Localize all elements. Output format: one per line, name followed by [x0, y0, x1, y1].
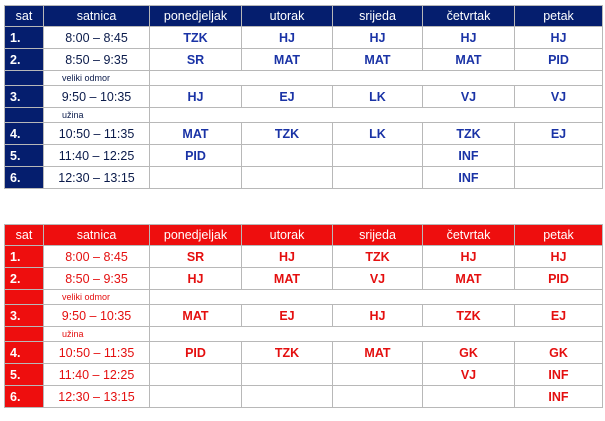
- timetable-blue: [4, 5, 603, 189]
- subject-srijeda: HJ: [333, 305, 423, 327]
- subject-ponedjeljak: SR: [150, 246, 242, 268]
- break-fill: [150, 71, 603, 86]
- break-spacer: [5, 71, 44, 86]
- lesson-number: 2.: [5, 49, 44, 71]
- lesson-number: 2.: [5, 268, 44, 290]
- subject-petak: EJ: [515, 305, 603, 327]
- lesson-row: [5, 364, 603, 386]
- subject-cetvrtak: [423, 386, 515, 408]
- lesson-time: 11:40 – 12:25: [44, 145, 150, 167]
- lesson-time: 11:40 – 12:25: [44, 364, 150, 386]
- subject-srijeda: LK: [333, 86, 423, 108]
- header-cetvrtak: četvrtak: [423, 225, 515, 246]
- subject-cetvrtak: GK: [423, 342, 515, 364]
- subject-utorak: [242, 167, 333, 189]
- subject-cetvrtak: HJ: [423, 27, 515, 49]
- lesson-number: 1.: [5, 27, 44, 49]
- lesson-number: 6.: [5, 386, 44, 408]
- subject-ponedjeljak: TZK: [150, 27, 242, 49]
- lesson-time: 8:50 – 9:35: [44, 49, 150, 71]
- header-srijeda: srijeda: [333, 225, 423, 246]
- subject-petak: [515, 145, 603, 167]
- lesson-number: 6.: [5, 167, 44, 189]
- lesson-time: 9:50 – 10:35: [44, 86, 150, 108]
- subject-cetvrtak: INF: [423, 145, 515, 167]
- subject-ponedjeljak: [150, 167, 242, 189]
- subject-srijeda: LK: [333, 123, 423, 145]
- subject-ponedjeljak: PID: [150, 145, 242, 167]
- subject-petak: GK: [515, 342, 603, 364]
- subject-cetvrtak: VJ: [423, 86, 515, 108]
- lesson-row: [5, 145, 603, 167]
- subject-cetvrtak: TZK: [423, 123, 515, 145]
- subject-ponedjeljak: MAT: [150, 305, 242, 327]
- subject-srijeda: [333, 364, 423, 386]
- break-row: [5, 108, 603, 123]
- subject-utorak: MAT: [242, 268, 333, 290]
- lesson-row: [5, 27, 603, 49]
- subject-petak: INF: [515, 386, 603, 408]
- break-spacer: [5, 108, 44, 123]
- header-row: [5, 225, 603, 246]
- lesson-row: [5, 167, 603, 189]
- lesson-row: [5, 123, 603, 145]
- lesson-time: 10:50 – 11:35: [44, 342, 150, 364]
- lesson-number: 3.: [5, 305, 44, 327]
- lesson-number: 5.: [5, 145, 44, 167]
- header-satnica: satnica: [44, 225, 150, 246]
- subject-srijeda: [333, 386, 423, 408]
- subject-ponedjeljak: HJ: [150, 86, 242, 108]
- subject-cetvrtak: MAT: [423, 49, 515, 71]
- header-petak: petak: [515, 6, 603, 27]
- lesson-row: [5, 86, 603, 108]
- lesson-number: 4.: [5, 342, 44, 364]
- lesson-time: 9:50 – 10:35: [44, 305, 150, 327]
- header-cetvrtak: četvrtak: [423, 6, 515, 27]
- subject-cetvrtak: HJ: [423, 246, 515, 268]
- subject-ponedjeljak: SR: [150, 49, 242, 71]
- subject-utorak: MAT: [242, 49, 333, 71]
- break-row: [5, 327, 603, 342]
- header-row: [5, 6, 603, 27]
- header-satnica: satnica: [44, 6, 150, 27]
- lesson-row: [5, 246, 603, 268]
- subject-ponedjeljak: [150, 364, 242, 386]
- lesson-number: 1.: [5, 246, 44, 268]
- subject-ponedjeljak: PID: [150, 342, 242, 364]
- subject-petak: PID: [515, 49, 603, 71]
- break-label: užina: [44, 327, 150, 342]
- subject-cetvrtak: VJ: [423, 364, 515, 386]
- lesson-number: 3.: [5, 86, 44, 108]
- subject-srijeda: MAT: [333, 49, 423, 71]
- subject-cetvrtak: MAT: [423, 268, 515, 290]
- timetable-red: [4, 224, 603, 408]
- lesson-row: [5, 386, 603, 408]
- header-ponedjeljak: ponedjeljak: [150, 225, 242, 246]
- subject-petak: HJ: [515, 27, 603, 49]
- break-fill: [150, 290, 603, 305]
- subject-cetvrtak: INF: [423, 167, 515, 189]
- subject-ponedjeljak: HJ: [150, 268, 242, 290]
- lesson-row: [5, 49, 603, 71]
- lesson-row: [5, 342, 603, 364]
- subject-srijeda: [333, 145, 423, 167]
- header-sat: sat: [5, 6, 44, 27]
- break-spacer: [5, 327, 44, 342]
- subject-utorak: EJ: [242, 305, 333, 327]
- lesson-row: [5, 268, 603, 290]
- subject-ponedjeljak: [150, 386, 242, 408]
- lesson-row: [5, 305, 603, 327]
- subject-utorak: HJ: [242, 27, 333, 49]
- subject-petak: VJ: [515, 86, 603, 108]
- subject-srijeda: VJ: [333, 268, 423, 290]
- header-srijeda: srijeda: [333, 6, 423, 27]
- header-sat: sat: [5, 225, 44, 246]
- subject-srijeda: TZK: [333, 246, 423, 268]
- break-label: veliki odmor: [44, 71, 150, 86]
- subject-utorak: [242, 364, 333, 386]
- subject-petak: [515, 167, 603, 189]
- subject-srijeda: MAT: [333, 342, 423, 364]
- subject-petak: INF: [515, 364, 603, 386]
- break-row: [5, 71, 603, 86]
- header-petak: petak: [515, 225, 603, 246]
- subject-petak: PID: [515, 268, 603, 290]
- break-fill: [150, 108, 603, 123]
- lesson-time: 8:00 – 8:45: [44, 246, 150, 268]
- lesson-number: 5.: [5, 364, 44, 386]
- lesson-time: 8:00 – 8:45: [44, 27, 150, 49]
- break-spacer: [5, 290, 44, 305]
- lesson-number: 4.: [5, 123, 44, 145]
- subject-srijeda: [333, 167, 423, 189]
- subject-utorak: TZK: [242, 123, 333, 145]
- break-label: užina: [44, 108, 150, 123]
- lesson-time: 12:30 – 13:15: [44, 386, 150, 408]
- break-fill: [150, 327, 603, 342]
- lesson-time: 10:50 – 11:35: [44, 123, 150, 145]
- subject-utorak: HJ: [242, 246, 333, 268]
- header-ponedjeljak: ponedjeljak: [150, 6, 242, 27]
- subject-cetvrtak: TZK: [423, 305, 515, 327]
- subject-utorak: [242, 386, 333, 408]
- subject-utorak: TZK: [242, 342, 333, 364]
- lesson-time: 8:50 – 9:35: [44, 268, 150, 290]
- subject-ponedjeljak: MAT: [150, 123, 242, 145]
- subject-srijeda: HJ: [333, 27, 423, 49]
- lesson-time: 12:30 – 13:15: [44, 167, 150, 189]
- subject-petak: HJ: [515, 246, 603, 268]
- subject-utorak: EJ: [242, 86, 333, 108]
- break-label: veliki odmor: [44, 290, 150, 305]
- subject-petak: EJ: [515, 123, 603, 145]
- break-row: [5, 290, 603, 305]
- header-utorak: utorak: [242, 225, 333, 246]
- header-utorak: utorak: [242, 6, 333, 27]
- subject-utorak: [242, 145, 333, 167]
